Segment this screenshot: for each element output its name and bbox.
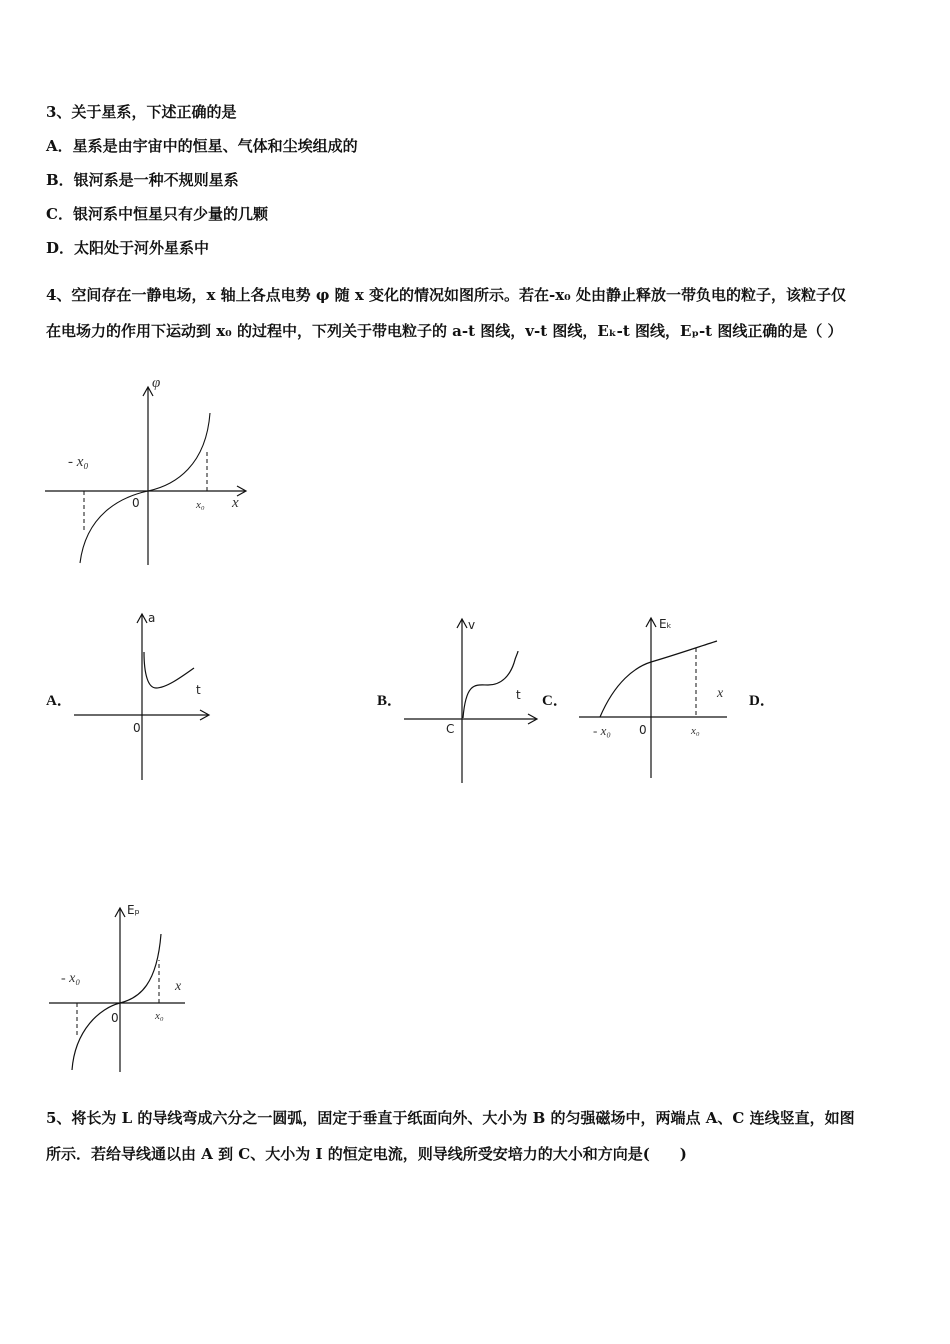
q4-stem-line1: 4、空间存在一静电场，x 轴上各点电势 φ 随 x 变化的情况如图所示。若在-x₀ 处由静止释放一带负电的粒子，该粒子仅	[46, 286, 846, 304]
ek-curve	[600, 641, 717, 717]
q5-stem-line1: 5、将长为 L 的导线弯成六分之一圆弧，固定于垂直于纸面向外、大小为 B 的匀强磁场中，两端点 A、C 连线竖直，如图	[46, 1109, 855, 1127]
x-axis-label: x	[175, 979, 182, 994]
ep-curve	[72, 934, 161, 1070]
q3-option-c: C．银河系中恒星只有少量的几颗	[46, 205, 268, 223]
origin-label: 0	[132, 496, 140, 510]
v-axis-label: v	[468, 618, 476, 632]
q4-option-a-label: A．	[46, 693, 72, 709]
q3-option-b: B．银河系是一种不规则星系	[46, 171, 239, 189]
graph-c-ekx	[575, 612, 735, 782]
pos-x0-label: x₀	[196, 499, 205, 511]
ep-axis-label: Eₚ	[127, 903, 140, 917]
x-axis-label: x	[717, 686, 724, 701]
t-axis-label: t	[516, 688, 521, 702]
q5-stem-line2: 所示．若给导线通以由 A 到 C、大小为 I 的恒定电流，则导线所受安培力的大小和方向是( )	[46, 1145, 687, 1163]
q4-option-d-label: D．	[749, 693, 775, 709]
neg-x0-label: - x₀	[593, 723, 611, 738]
phi-curve	[80, 413, 210, 563]
a-axis-label: a	[148, 611, 156, 625]
phi-x-graph	[40, 365, 260, 570]
origin-label: 0	[133, 721, 141, 735]
a-curve	[144, 652, 194, 688]
origin-label: 0	[639, 723, 647, 737]
ek-axis-label: Eₖ	[659, 617, 672, 631]
neg-x0-label: - x₀	[68, 454, 89, 470]
q3-stem: 3、关于星系，下述正确的是	[46, 103, 237, 121]
origin-label: C	[446, 722, 455, 736]
graph-b-vt	[400, 615, 540, 787]
v-curve	[463, 651, 518, 718]
t-axis-label: t	[196, 683, 201, 697]
pos-x0-label: x₀	[155, 1010, 164, 1022]
q4-stem-line2: 在电场力的作用下运动到 x₀ 的过程中，下列关于带电粒子的 a-t 图线，v-t 图线，Eₖ-t 图线，Eₚ-t 图线正确的是（ ）	[46, 322, 843, 340]
q4-option-c-label: C．	[542, 693, 568, 709]
neg-x0-label: - x₀	[61, 971, 81, 986]
q3-option-d: D．太阳处于河外星系中	[46, 239, 210, 257]
y-label-phi: φ	[152, 375, 161, 391]
x-label: x	[232, 495, 239, 511]
q3-option-a: A．星系是由宇宙中的恒星、气体和尘埃组成的	[46, 137, 358, 155]
origin-label: 0	[111, 1011, 119, 1025]
graph-a-at	[70, 608, 215, 783]
q4-option-b-label: B．	[377, 693, 403, 709]
graph-d-epx	[45, 900, 205, 1075]
pos-x0-label: x₀	[691, 725, 700, 737]
